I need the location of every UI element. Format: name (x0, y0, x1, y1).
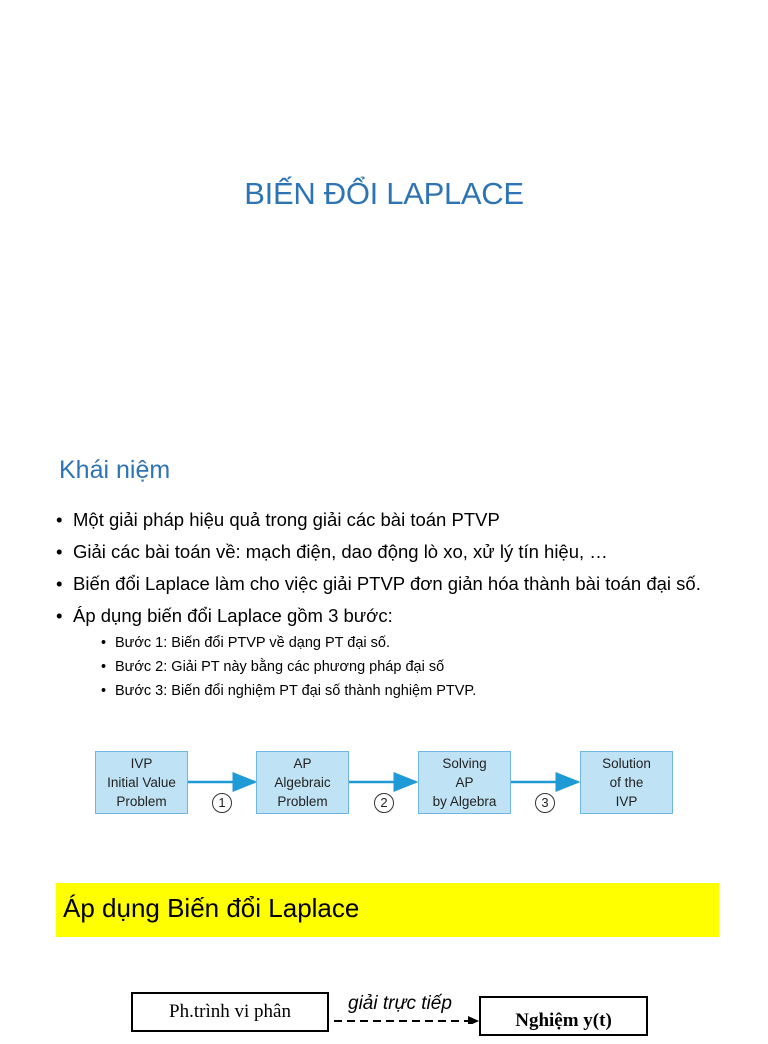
sub-list-item: • Bước 3: Biến đổi nghiệm PT đại số thành nghiệm PTVP. (101, 679, 716, 703)
sub-list-item: • Bước 1: Biến đổi PTVP về dạng PT đại số. (101, 631, 716, 655)
list-item: • Biến đổi Laplace làm cho việc giải PTVP đơn giản hóa thành bài toán đại số. (56, 573, 716, 595)
solution-box: Nghiệm y(t) (479, 996, 648, 1036)
flow-box-ivp: IVP Initial Value Problem (95, 751, 188, 814)
flow-box-solving: Solving AP by Algebra (418, 751, 511, 814)
list-item: • Giải các bài toán về: mạch điện, dao động lò xo, xử lý tín hiệu, … (56, 541, 716, 563)
step-number-3: 3 (535, 793, 555, 813)
step-number-1: 1 (212, 793, 232, 813)
differential-equation-box: Ph.trình vi phân (131, 992, 329, 1032)
list-item: • Áp dụng biến đổi Laplace gồm 3 bước: • Bước 1: Biến đổi PTVP về dạng PT đại số. • Bước 2: Giải PT này bằng các phương pháp đại số • Bước 3: Biến đổi nghiệm PT đại số thành nghiệm PTVP. (56, 605, 716, 703)
section-heading: Khái niệm (59, 456, 171, 484)
sub-list-item: • Bước 2: Giải PT này bằng các phương pháp đại số (101, 655, 716, 679)
list-item: • Một giải pháp hiệu quả trong giải các bài toán PTVP (56, 509, 716, 531)
direct-solve-label: giải trực tiếp (348, 993, 452, 1014)
flow-box-ap: AP Algebraic Problem (256, 751, 349, 814)
banner-title: Áp dụng Biến đổi Laplace (63, 893, 360, 923)
page-title: BIẾN ĐỔI LAPLACE (244, 176, 524, 211)
flow-box-solution: Solution of the IVP (580, 751, 673, 814)
step-number-2: 2 (374, 793, 394, 813)
